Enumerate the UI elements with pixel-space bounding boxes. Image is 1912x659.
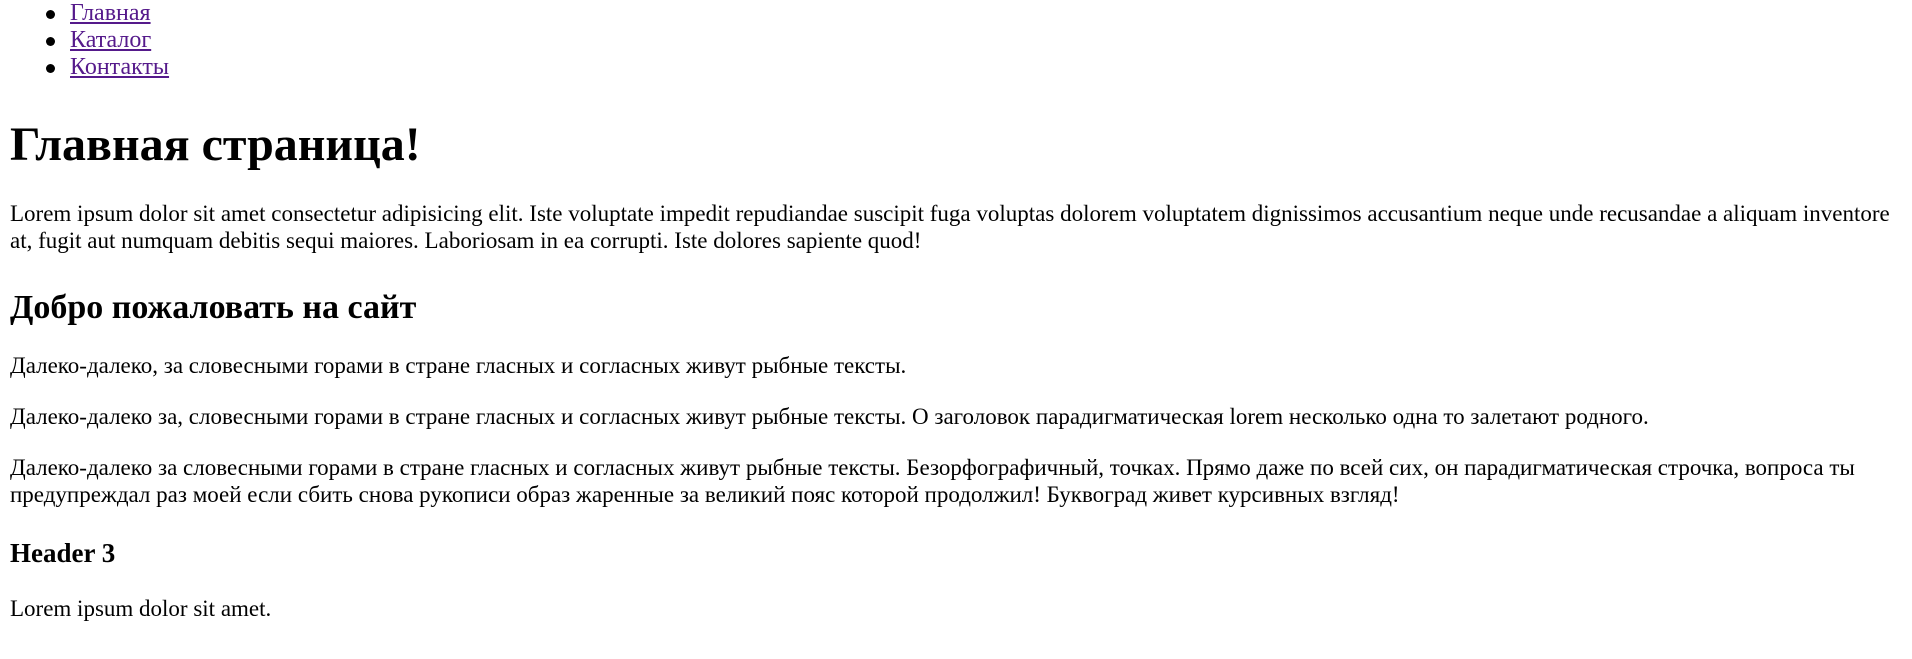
page-title: Главная страница! xyxy=(10,118,421,171)
intro-paragraph: Lorem ipsum dolor sit amet consectetur adipisicing elit. Iste voluptate impedit repudiandae suscipit fuga voluptas dolorem voluptatem dignissimos accusantium neque unde recusandae a aliquam inventore at, fugit aut numquam debitis sequi maiores. Laboriosam in ea corrupti. Iste dolores sapiente quod! xyxy=(10,201,1890,253)
header-3: Header 3 xyxy=(10,538,116,568)
paragraph-3: Далеко-далеко за словесными горами в стране гласных и согласных живут рыбные тексты. Безорфографичный, точках. Прямо даже по всей сих, он парадигматическая строчка, вопроса ты предупреждал раз моей если сбить снова рукописи образ жаренные за великий пояс которой продолжил! Буквоград живет курсивных взгляд! xyxy=(10,455,1855,507)
nav-list xyxy=(10,0,1902,81)
nav-link-contacts[interactable]: Контакты xyxy=(70,54,170,80)
paragraph-2: Далеко-далеко за, словесными горами в стране гласных и согласных живут рыбные тексты. О заголовок парадигматическая lorem несколько одна то залетают родного. xyxy=(10,404,1649,429)
nav-item-contacts xyxy=(70,54,1902,81)
welcome-heading: Добро пожаловать на сайт xyxy=(10,289,417,326)
nav-item-catalog xyxy=(70,27,1902,54)
nav-item-home xyxy=(70,0,1902,27)
nav-link-home[interactable]: Главная xyxy=(70,0,151,26)
nav-link-catalog[interactable]: Каталог xyxy=(70,27,152,53)
bullet-icon xyxy=(46,64,55,73)
bullet-icon xyxy=(46,37,55,46)
bullet-icon xyxy=(46,10,55,19)
paragraph-1: Далеко-далеко, за словесными горами в стране гласных и согласных живут рыбные тексты. xyxy=(10,353,907,378)
footer-paragraph: Lorem ipsum dolor sit amet. xyxy=(10,596,272,621)
